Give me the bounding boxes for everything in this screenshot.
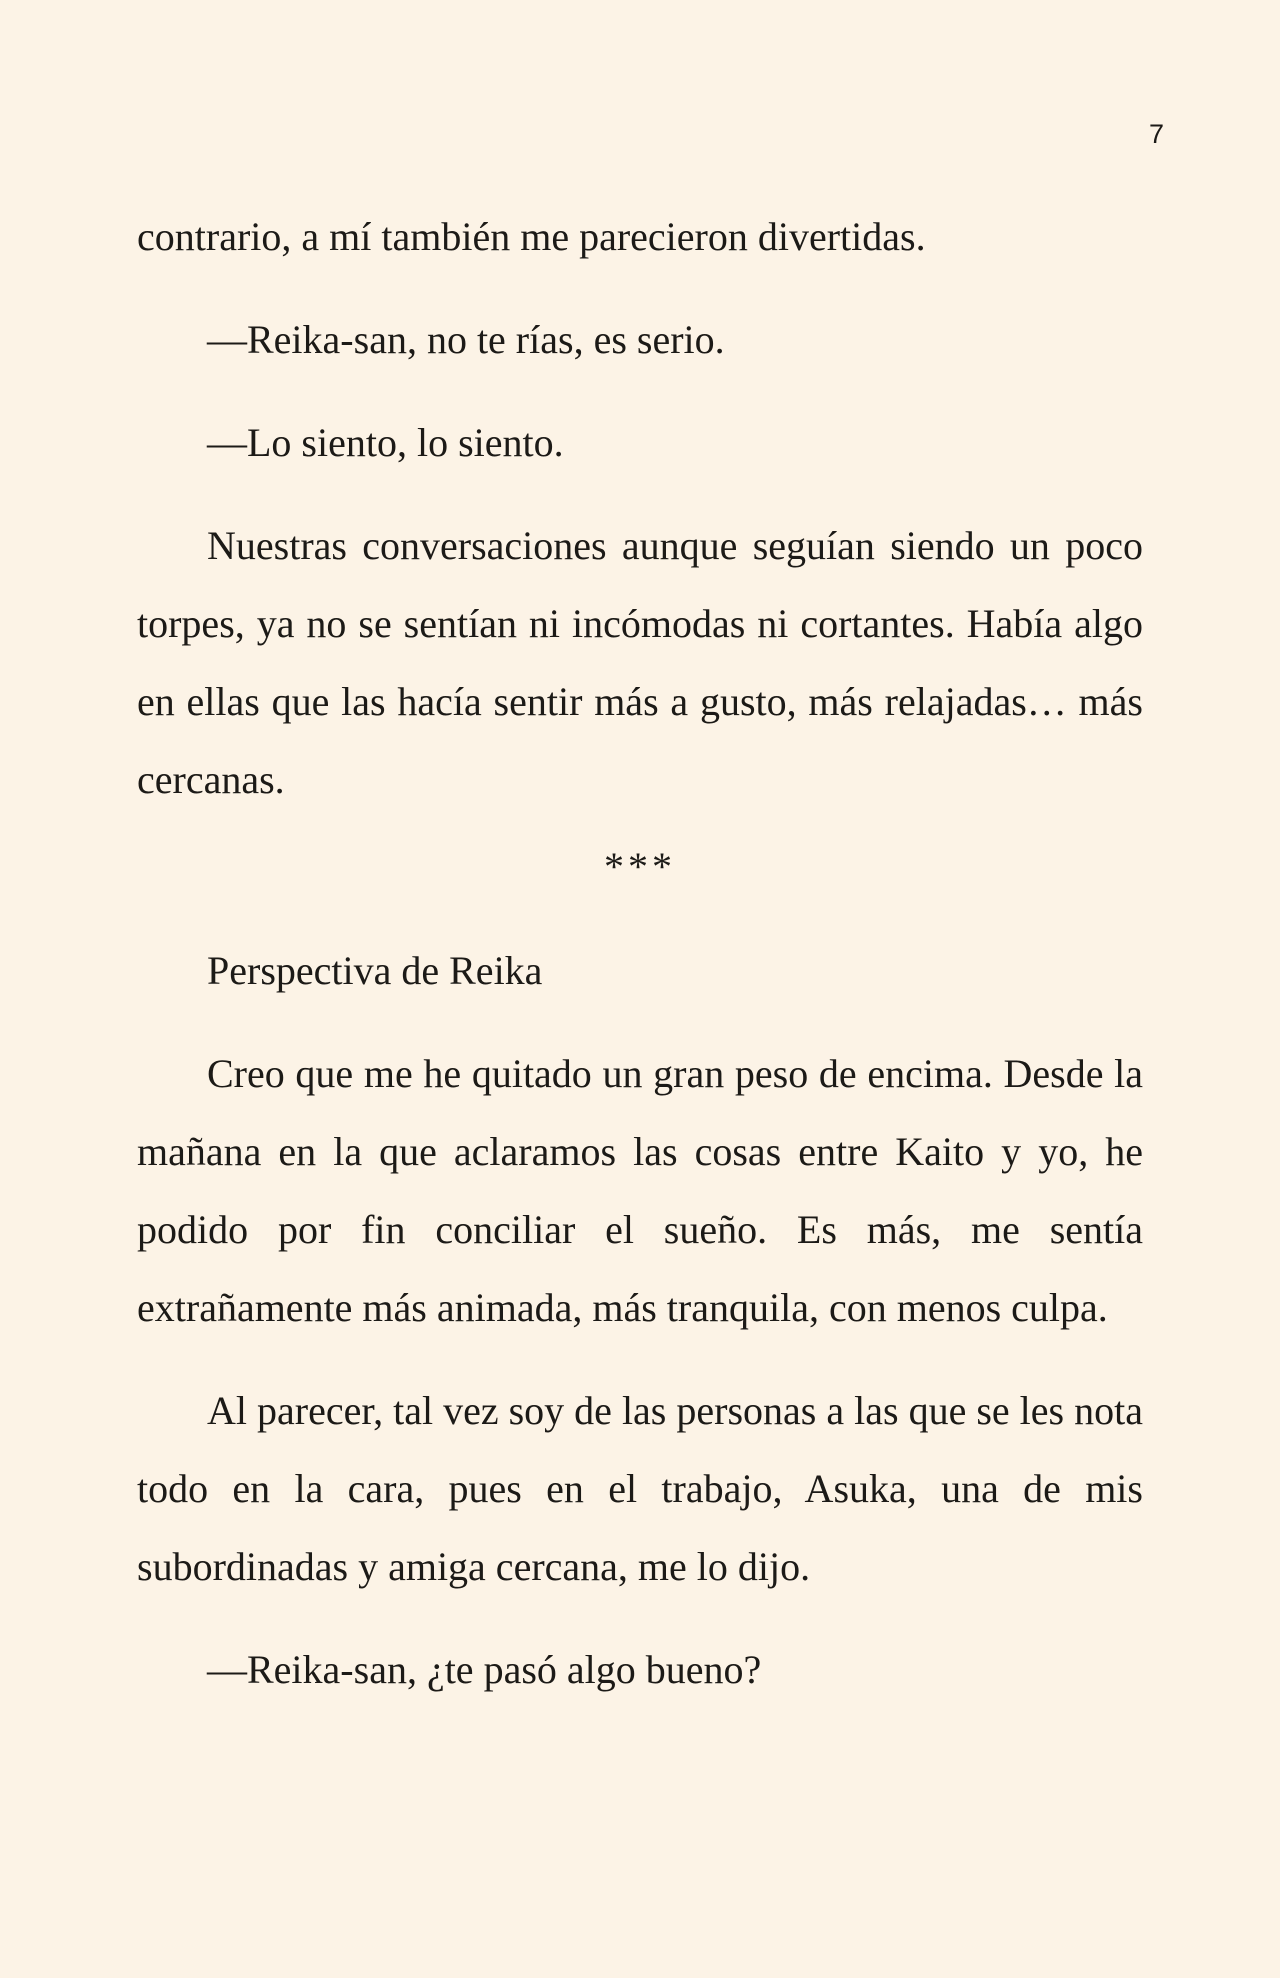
dialogue-line: —Reika-san, no te rías, es serio. — [207, 317, 725, 362]
paragraph: Nuestras conversaciones aunque seguían siendo un poco torpes, ya no se sentían ni incómodas ni cortantes. Había algo en ellas que las hacía sentir más a gusto, más relajadas… más cercanas. — [137, 523, 1143, 802]
paragraph-continuation: contrario, a mí también me parecieron divertidas. — [137, 214, 926, 259]
section-heading: Perspectiva de Reika — [207, 948, 543, 993]
dialogue-line: —Reika-san, ¿te pasó algo bueno? — [207, 1647, 762, 1692]
page-number: 7 — [1148, 119, 1164, 149]
paragraph: Creo que me he quitado un gran peso de encima. Desde la mañana en la que aclaramos las cosas entre Kaito y yo, he podido por fin conciliar el sueño. Es más, me sentía extrañamente más animada, más tranquila, con menos culpa. — [137, 1051, 1143, 1330]
paragraph: Al parecer, tal vez soy de las personas a las que se les nota todo en la cara, pues en el trabajo, Asuka, una de mis subordinadas y amiga cercana, me lo dijo. — [137, 1388, 1143, 1589]
scene-separator: *** — [604, 844, 676, 889]
page-body-text — [137, 198, 1143, 1734]
dialogue-line: —Lo siento, lo siento. — [207, 420, 564, 465]
